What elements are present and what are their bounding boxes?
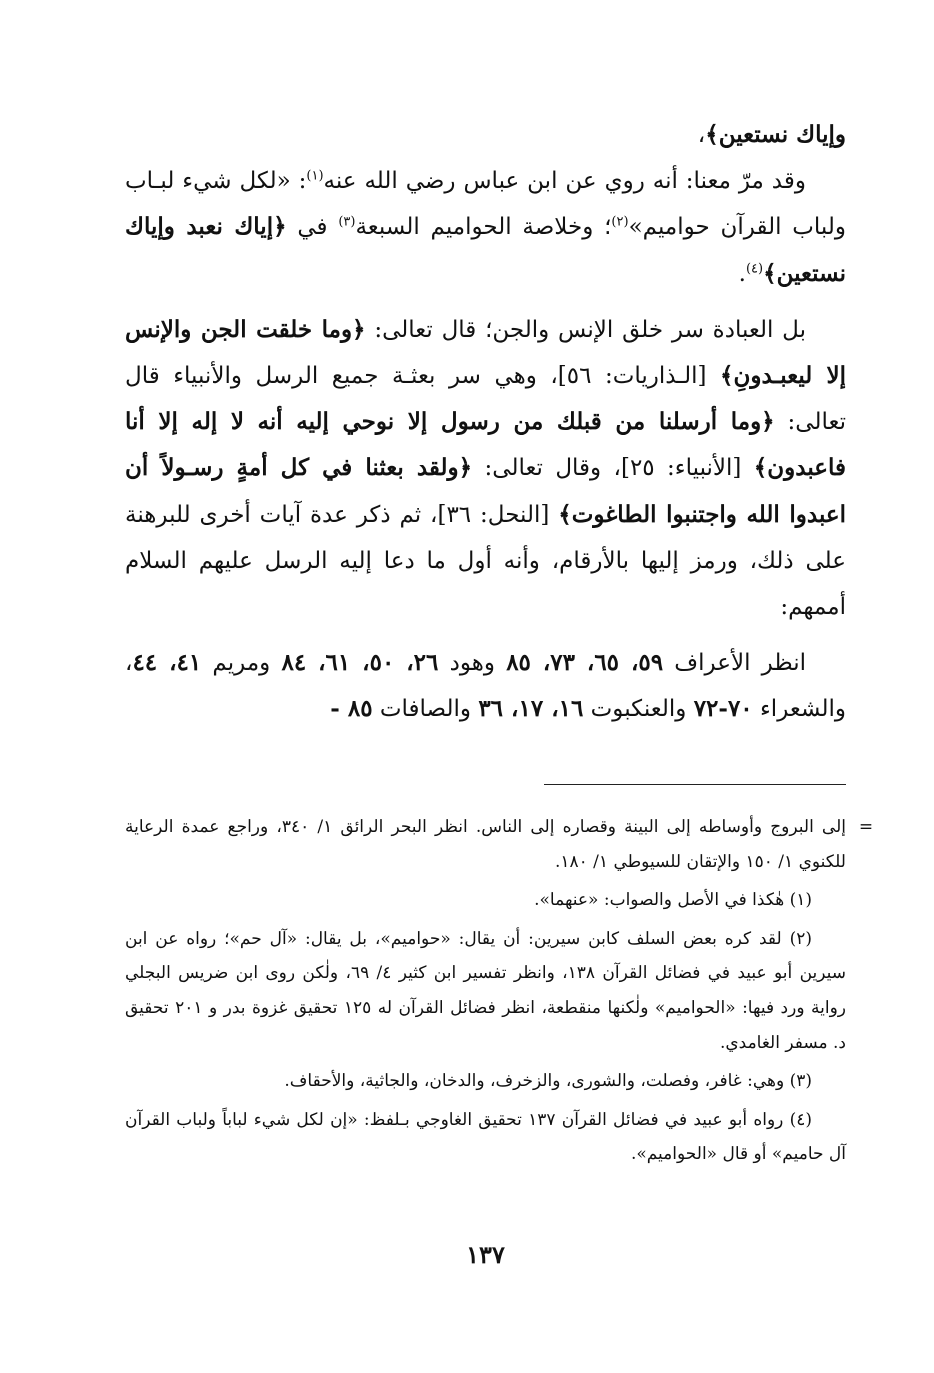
quran-quote: ﴿ولقد بعثنا في كل أمةٍ رسـولاً أن اعبدوا الله واجتنبوا الطاغوت﴾	[125, 454, 847, 528]
continuation-mark: =	[858, 817, 874, 837]
quran-quote: ﴿وما خلقت الجن والإنس إلا ليعبـدونِ﴾	[125, 315, 846, 390]
paragraph-3: بل العبادة سر خلق الإنس والجن؛ قال تعالى: ﴿وما خلقت الجن والإنس إلا ليعبـدونِ﴾ [الـذاريات: ٥٦]، وهي سر بعثـة جميع الرسل والأنبياء قال تعالى: ﴿وما أرسلنا من قبلك من رسول إلا نوحي إليه أنه لا إله إلا أنا فاعبدون﴾ [الأنبياء: ٢٥]، وقال تعالى: ﴿ولقد بعثنا في كل أمةٍ رسـولاً أن اعبدوا الله واجتنبوا الطاغوت﴾ [النحل: ٣٦]، ثم ذكر عدة آيات أخرى للبرهنة على ذلك، ورمز إليها بالأرقام، وأنه أول ما دعا إليه الرسل عليهم السلام أممهم:	[125, 315, 847, 621]
footnote-2: (٢) لقد كره بعض السلف كابن سيرين: أن يقال: «حواميم»، بل يقال: «آل حم»؛ رواه عن ابن سيرين أبو عبيد في فضائل القرآن ١٣٨، وانظر تفسير ابن كثير ٤/ ٦٩، ولٰكن روى ابن ضريس البجلي رواية ورد فيها: «الحواميم» ولٰكنها منقطعة، انظر فضائل القرآن له ١٢٥ تحقيق غزوة بدر و ٢٠١ تحقيق د. مسفر الغامدي.	[125, 928, 846, 1053]
footnote-3: (٣) وهي: غافر، وفصلت، والشورى، والزخرف، والدخان، والجاثية، والأحقاف.	[284, 1071, 812, 1092]
paragraph-2: وقد مرّ معنا: أنه روي عن ابن عباس رضي الله عنه$^{(١)}$: «لكل شيء لبـاب ولباب القرآن حواميم»$^{(٢)}$؛ وخلاصة الحواميم السبعة$^{(٣)}$ في ﴿إياك نعبد وإياك نستعين﴾$^{(٤)}$.	[125, 168, 846, 287]
footnote-ref-2[interactable]: (٢)	[611, 214, 629, 230]
footnote-1: (١) هٰكذا في الأصل والصواب: «عنهما».	[534, 890, 812, 911]
footnotes	[125, 810, 874, 1172]
main-text	[125, 112, 846, 733]
book-page	[125, 0, 874, 1373]
quran-quote: ﴿إياك نعبد وإياك نستعين﴾	[125, 213, 846, 287]
footnote-continuation: إلى البروج وأوساطه إلى البينة وقصاره إلى الناس. انظر البحر الرائق ١/ ٣٤٠، وراجع عمدة الرعاية للكنوي ١/ ١٥٠ والإتقان للسيوطي ١/ ١٨٠.	[125, 817, 846, 872]
footnote-ref-4[interactable]: (٤)	[745, 260, 764, 276]
footnote-ref-3[interactable]: (٣)	[338, 214, 356, 230]
quran-quote: ﴿وما أرسلنا من قبلك من رسول إلا نوحي إليه أنه لا إله إلا أنا فاعبدون﴾	[125, 408, 846, 482]
quran-quote: وإياك نستعين﴾	[705, 121, 846, 148]
footnote-4: (٤) رواه أبو عبيد في فضائل القرآن ١٣٧ تحقيق الغاوجي بـلفظ: «إن لكل شيء لباباً ولباب القرآن آل حاميم» أو قال «الحواميم».	[125, 1109, 846, 1165]
paragraph-1: وإياك نستعين﴾،	[697, 121, 846, 148]
footnote-separator	[544, 784, 846, 785]
paragraph-4: انظر الأعراف ٥٩، ٦٥، ٧٣، ٨٥ وهود ٢٦، ٥٠، ٦١، ٨٤ ومريم ٤١، ٤٤، والشعراء ٧٠-٧٢ والعنكبوت ١٦، ١٧، ٣٦ والصافات ٨٥ -	[125, 649, 846, 723]
page-number: ١٣٧	[466, 1240, 505, 1269]
footnote-ref-1[interactable]: (١)	[306, 168, 324, 184]
